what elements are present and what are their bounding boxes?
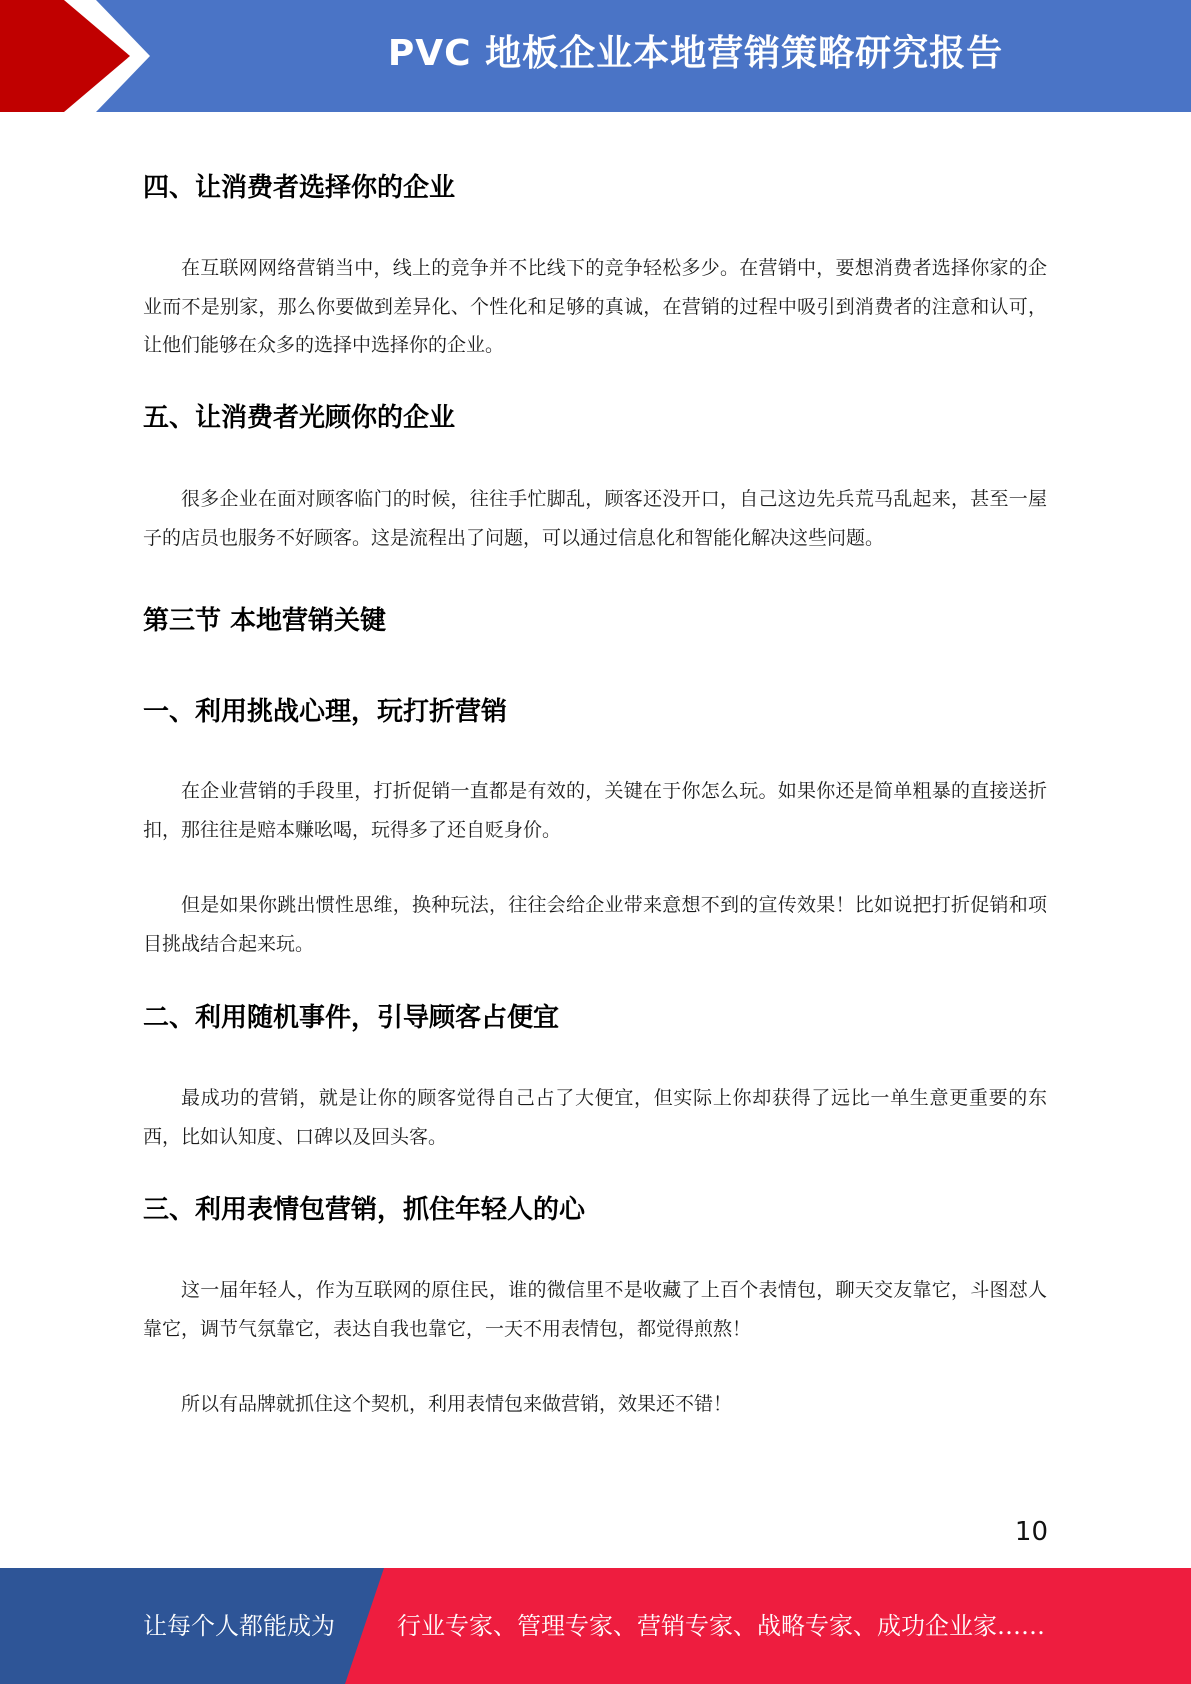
section-4-paragraph-1: 在互联网网络营销当中，线上的竞争并不比线下的竞争轻松多少。在营销中，要想消费者选择你家的企业而不是别家，那么你要做到差异化、个性化和足够的真诚，在营销的过程中吸引到消费者的注意和认可，让他们能够在众多的选择中选择你的企业。 (143, 257, 1047, 356)
page-number: 10 (1014, 1517, 1048, 1547)
key-1-paragraph-1: 在企业营销的手段里，打折促销一直都是有效的，关键在于你怎么玩。如果你还是简单粗暴的直接送折扣，那往往是赔本赚吆喝，玩得多了还自贬身价。 (143, 780, 1047, 841)
key-heading-2: 二、利用随机事件，引导顾客占便宜 (143, 1003, 560, 1033)
key-heading-3: 三、利用表情包营销，抓住年轻人的心 (143, 1195, 586, 1225)
section-heading-4: 四、让消费者选择你的企业 (143, 173, 456, 203)
key-2-paragraph-1: 最成功的营销，就是让你的顾客觉得自己占了大便宜，但实际上你却获得了远比一单生意更重要的东西，比如认知度、口碑以及回头客。 (143, 1087, 1047, 1148)
header-arrow-accent (0, 0, 150, 112)
header-banner (0, 0, 1191, 112)
footer-banner (0, 1568, 1191, 1684)
key-1-paragraph-2: 但是如果你跳出惯性思维，换种玩法，往往会给企业带来意想不到的宣传效果！比如说把打折促销和项目挑战结合起来玩。 (143, 894, 1047, 955)
report-title: PVC 地板企业本地营销策略研究报告 (387, 33, 1004, 74)
footer-slogan-right: 行业专家、管理专家、营销专家、战略专家、成功企业家…… (397, 1612, 1045, 1640)
chapter-heading: 第三节 本地营销关键 (143, 606, 387, 636)
key-3-paragraph-1: 这一届年轻人，作为互联网的原住民，谁的微信里不是收藏了上百个表情包，聊天交友靠它，斗图怼人靠它，调节气氛靠它，表达自我也靠它，一天不用表情包，都觉得煎熬！ (143, 1279, 1047, 1340)
footer-slogan-left: 让每个人都能成为 (143, 1612, 335, 1640)
key-heading-1: 一、利用挑战心理，玩打折营销 (143, 697, 508, 727)
key-3-paragraph-2: 所以有品牌就抓住这个契机，利用表情包来做营销，效果还不错！ (181, 1393, 733, 1415)
section-5-paragraph-1: 很多企业在面对顾客临门的时候，往往手忙脚乱，顾客还没开口，自己这边先兵荒马乱起来，甚至一屋子的店员也服务不好顾客。这是流程出了问题，可以通过信息化和智能化解决这些问题。 (143, 488, 1047, 549)
section-heading-5: 五、让消费者光顾你的企业 (143, 403, 456, 433)
